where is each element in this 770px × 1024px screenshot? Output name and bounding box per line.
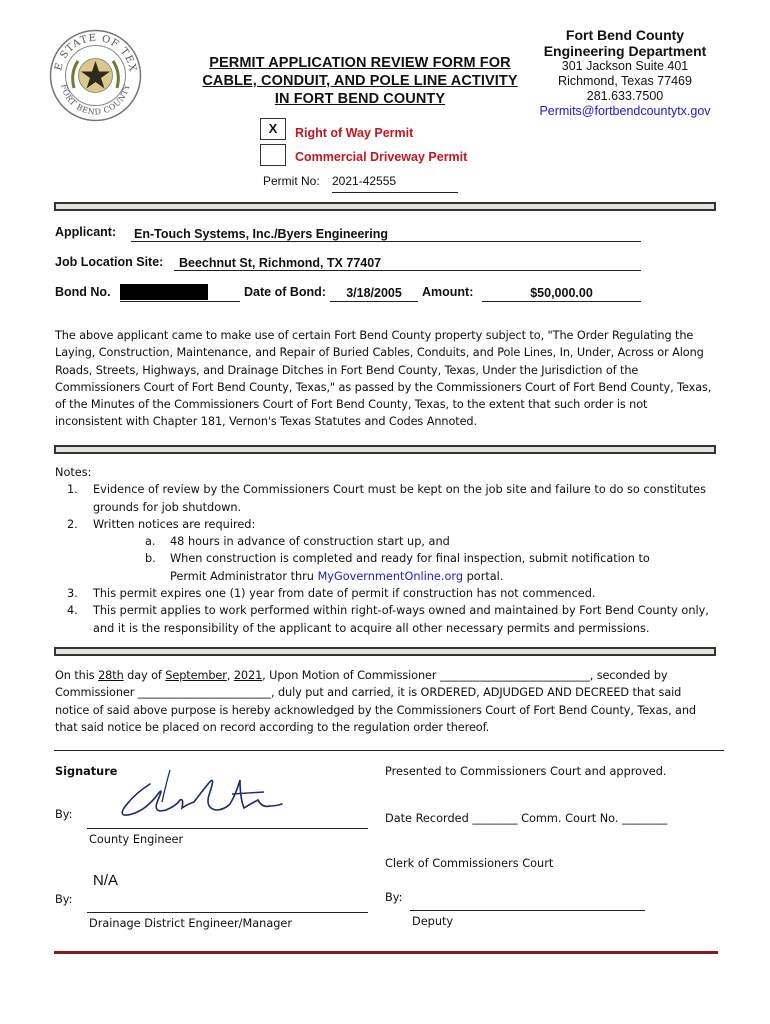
order-month: September: [165, 669, 227, 682]
note-3-text: This permit expires one (1) year from date of permit if construction has not commenced.: [93, 587, 596, 601]
order-mid-2: ,: [226, 669, 234, 682]
section-divider-2: [54, 445, 716, 454]
note-2-text: Written notices are required:: [93, 517, 256, 531]
title-line-1: PERMIT APPLICATION REVIEW FORM FOR: [209, 55, 511, 71]
order-rest: , Upon Motion of Commissioner ___________________________, seconded by Commissioner ________________________, duly put and carried, it is ORDERED, ADJUDGED AND DECREED that said notice of said above purpose is hereby acknowledged by the Commissioners Court of Fort Bend County, Texas, and that said notice be placed on record according to the regulation order thereof.: [55, 669, 696, 734]
order-paragraph: [55, 667, 717, 736]
bond-date-label: Date of Bond:: [244, 285, 326, 299]
note-2b-suffix: portal.: [463, 569, 504, 583]
order-prefix: On this: [55, 669, 99, 682]
bottom-rule: [54, 951, 718, 954]
bond-date-value: 3/18/2005: [346, 286, 402, 300]
permit-no-label: Permit No:: [263, 174, 320, 188]
note-item-3: [55, 585, 717, 602]
note-item-4: [55, 602, 717, 637]
applicant-field[interactable]: [131, 225, 641, 242]
seal-top-text: E STATE OF TEX: [53, 32, 138, 73]
form-title: [185, 54, 535, 108]
deputy-label: Deputy: [412, 915, 454, 928]
note-2a-text: 48 hours in advance of construction start up, and: [170, 535, 450, 549]
job-location-label: Job Location Site:: [55, 255, 164, 269]
county-engineer-signature: [112, 764, 292, 828]
note-2b-num: b.: [145, 552, 156, 566]
note-item-2: [55, 516, 717, 533]
seal-bottom-text: FORT BEND COUNTY: [59, 83, 132, 117]
by-label-3: By:: [385, 891, 403, 904]
date-recorded-text: Date Recorded ________ Comm. Court No. ________: [385, 812, 668, 825]
commercial-driveway-label: Commercial Driveway Permit: [295, 150, 468, 164]
commercial-driveway-checkbox[interactable]: [260, 144, 286, 166]
section-divider-3: [54, 647, 716, 656]
title-line-2: CABLE, CONDUIT, AND POLE LINE ACTIVITY: [202, 73, 518, 89]
job-location-value: Beechnut St, Richmond, TX 77407: [179, 256, 382, 270]
amount-value: $50,000.00: [530, 286, 593, 300]
bond-date-field[interactable]: [330, 284, 418, 302]
note-item-1: [55, 481, 717, 516]
county-engineer-label: County Engineer: [89, 833, 184, 846]
agency-name-2: Engineering Department: [543, 43, 707, 59]
right-of-way-label: Right of Way Permit: [295, 126, 414, 140]
county-engineer-sign-line[interactable]: [87, 828, 368, 829]
note-item-2a: [55, 533, 717, 550]
bond-no-redaction: [120, 284, 208, 300]
permit-no-value: 2021-42555: [332, 174, 397, 188]
note-4-text: This permit applies to work performed within right-of-ways owned and maintained by Fort Bend County only, and it is the responsibility of the applicant to acquire all other necessary permits and permissions.: [93, 604, 709, 635]
na-text: N/A: [93, 872, 119, 889]
title-line-3: IN FORT BEND COUNTY: [274, 91, 446, 107]
applicant-label: Applicant:: [55, 225, 117, 239]
job-location-field[interactable]: [174, 254, 641, 271]
county-seal: [48, 28, 143, 123]
note-2-num: 2.: [67, 517, 78, 531]
note-item-2b: [55, 550, 717, 585]
amount-label: Amount:: [422, 285, 474, 299]
amount-field[interactable]: [482, 284, 641, 302]
signature-heading: Signature: [55, 765, 118, 778]
agency-address-2: Richmond, Texas 77469: [558, 74, 692, 88]
signature-separator: [54, 750, 724, 751]
note-3-num: 3.: [67, 587, 78, 601]
note-1-num: 1.: [67, 483, 78, 497]
agency-address-1: 301 Jackson Suite 401: [561, 59, 689, 73]
deputy-sign-line[interactable]: [410, 910, 645, 911]
section-divider-1: [54, 202, 716, 211]
note-1-text: Evidence of review by the Commissioners Court must be kept on the job site and failure to do so constitutes grounds for job shutdown.: [93, 483, 706, 514]
drainage-engineer-sign-line[interactable]: [87, 912, 368, 913]
agency-name-1: Fort Bend County: [565, 27, 685, 43]
order-day: 28th: [98, 669, 124, 682]
drainage-engineer-label: Drainage District Engineer/Manager: [89, 917, 293, 930]
permit-no-field[interactable]: [332, 174, 458, 193]
by-label-1: By:: [55, 808, 73, 821]
order-year: 2021: [233, 669, 263, 682]
bond-no-field[interactable]: [120, 284, 240, 302]
notes-heading: Notes:: [55, 466, 92, 479]
note-2b-text: When construction is completed and ready for final inspection, submit notification to Permit Administrator thru: [170, 552, 650, 583]
notes-section: [55, 464, 717, 637]
right-of-way-checkbox[interactable]: X: [260, 118, 286, 140]
bond-no-label: Bond No.: [55, 285, 111, 299]
presented-text: Presented to Commissioners Court and approved.: [385, 765, 667, 778]
note-4-num: 4.: [67, 604, 78, 618]
agency-email-link[interactable]: Permits@fortbendcountytx.gov: [539, 104, 711, 118]
mygovernmentonline-link[interactable]: MyGovernmentOnline.org: [317, 569, 464, 583]
order-mid-1: day of: [123, 669, 166, 682]
applicant-value: En-Touch Systems, Inc./Byers Engineering: [134, 227, 388, 241]
by-label-2: By:: [55, 893, 73, 906]
note-2a-num: a.: [145, 535, 156, 549]
agency-block: [530, 27, 720, 119]
clerk-text: Clerk of Commissioners Court: [385, 857, 554, 870]
body-paragraph: The above applicant came to make use of certain Fort Bend County property subject to, "The Order Regulating the Laying, Construction, Maintenance, and Repair of Buried Cables, Conduits, and Pole Lines, In, Under, Across or Along Roads, Streets, Highways, and Drainage Ditches in Fort Bend County, Texas, Under the Jurisdiction of the Commissioners Court of Fort Bend County, Texas," as passed by the Commissioners Court of Fort Bend County, Texas, of the Minutes of the Commissioners Court of Fort Bend County, Texas, to the extent that such order is not inconsistent with Chapter 181, Vernon's Texas Statutes and Codes Annoted.: [55, 329, 712, 429]
agency-phone: 281.633.7500: [586, 89, 664, 103]
